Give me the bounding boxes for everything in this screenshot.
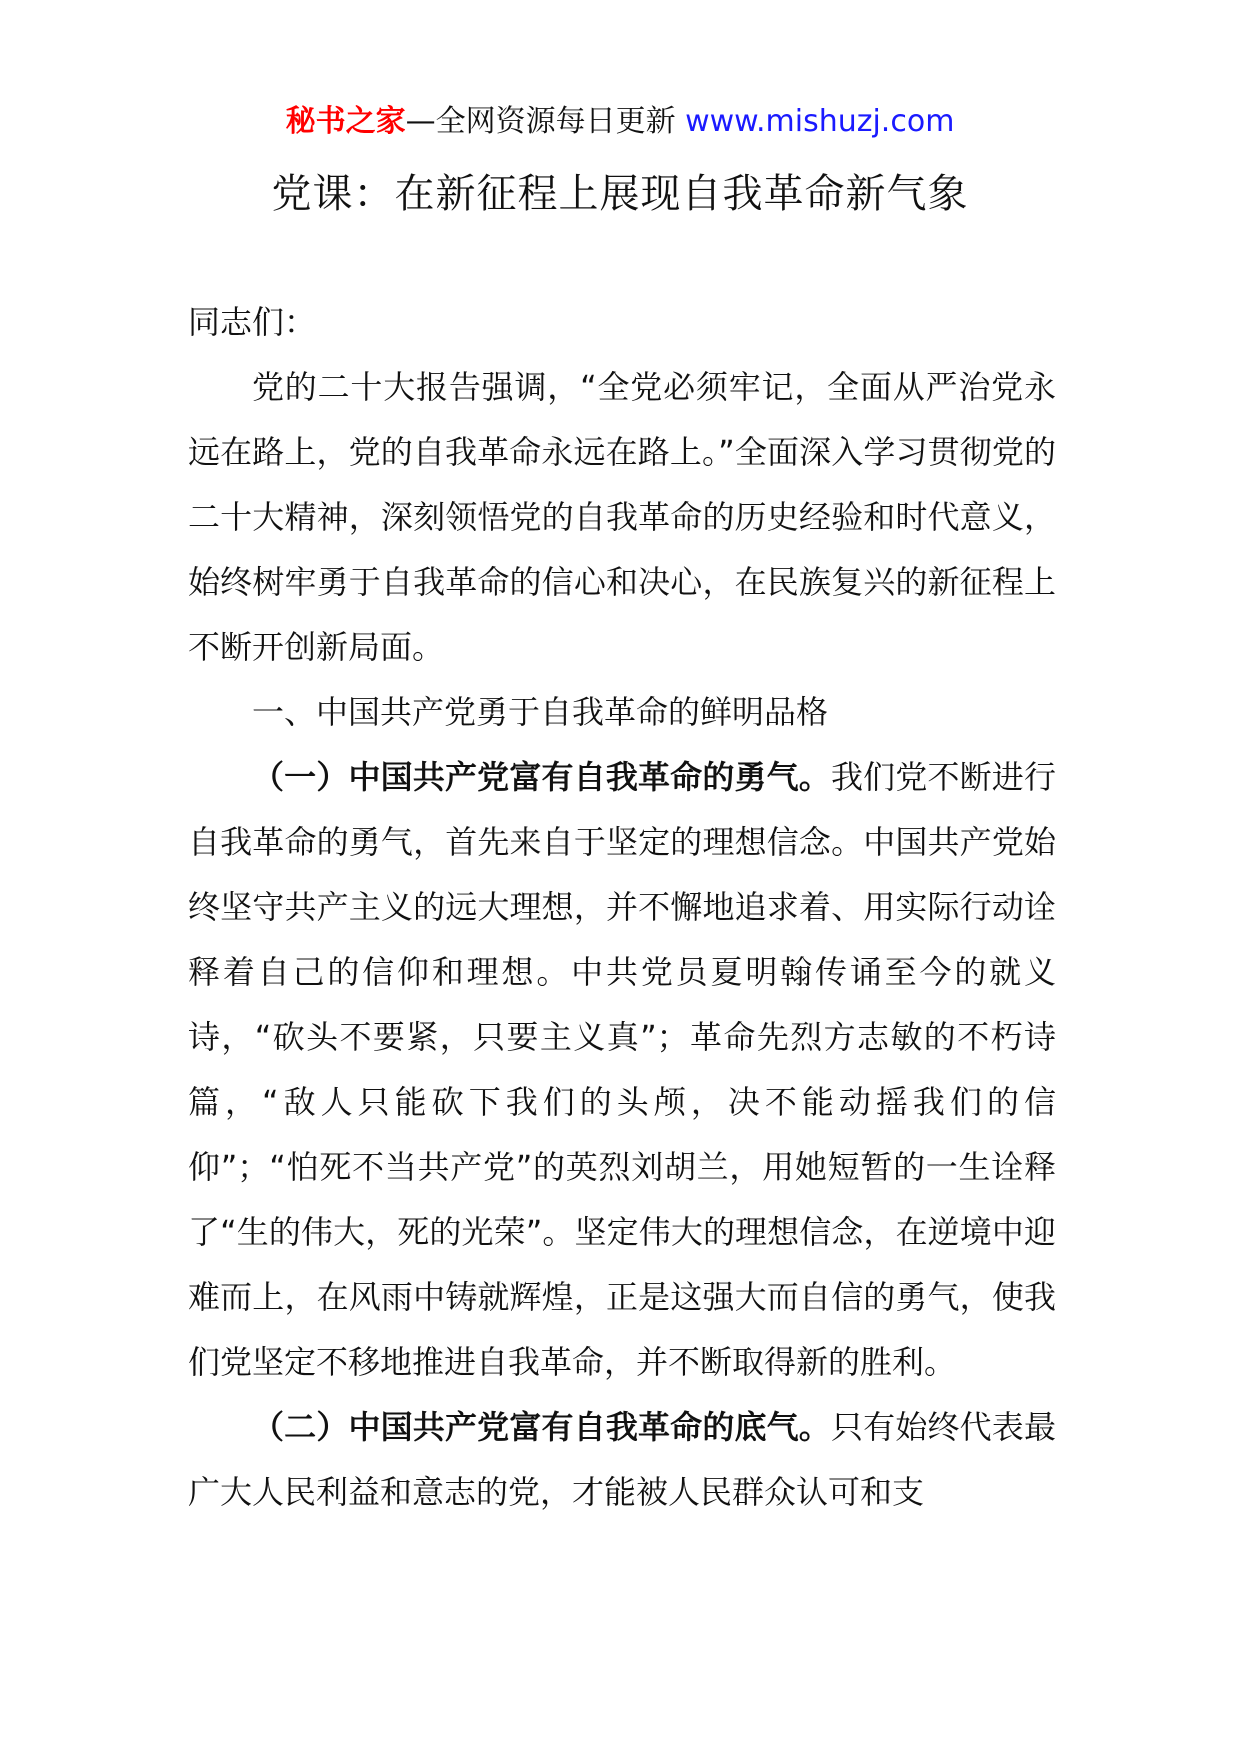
site-url-link[interactable]: www.mishuzj.com	[675, 104, 955, 139]
section-heading: 一、中国共产党勇于自我革命的鲜明品格	[252, 693, 829, 731]
subsection-2-heading: （二）中国共产党富有自我革命的底气。	[252, 1408, 831, 1446]
subsection-1-text: 我们党不断进行自我革命的勇气，首先来自于坚定的理想信念。中国共产党始终坚守共产主义的远大理想，并不懈地追求着、用实际行动诠释着自己的信仰和理想。中共党员夏明翰传诵至今的就义诗，“砍头不要紧，只要主义真”；革命先烈方志敏的不朽诗篇，“敌人只能砍下我们的头颅，决不能动摇我们的信仰”；“怕死不当共产党”的英烈刘胡兰，用她短暂的一生诠释了“生的伟大，死的光荣”。坚定伟大的理想信念，在逆境中迎难而上，在风雨中铸就辉煌，正是这强大而自信的勇气，使我们党坚定不移地推进自我革命，并不断取得新的胜利。	[188, 758, 1056, 1381]
site-tagline: —全网资源每日更新	[405, 104, 676, 139]
site-brand: 秘书之家	[285, 104, 406, 139]
site-header	[0, 100, 1240, 144]
intro-paragraph: 党的二十大报告强调，“全党必须牢记，全面从严治党永远在路上，党的自我革命永远在路上。”全面深入学习贯彻党的二十大精神，深刻领悟党的自我革命的历史经验和时代意义，始终树牢勇于自我革命的信心和决心，在民族复兴的新征程上不断开创新局面。	[188, 368, 1056, 666]
subsection-2-text: 只有始终代表最广大人民利益和意志的党，才能被人民群众认可和支	[188, 1408, 1056, 1511]
subsection-1-heading: （一）中国共产党富有自我革命的勇气。	[252, 758, 831, 796]
subsection-1-paragraph	[188, 745, 1056, 1395]
document-body	[188, 290, 1056, 1525]
document-title: 党课：在新征程上展现自我革命新气象	[271, 171, 969, 217]
subsection-2-paragraph	[188, 1395, 1056, 1525]
salutation: 同志们：	[188, 303, 317, 341]
